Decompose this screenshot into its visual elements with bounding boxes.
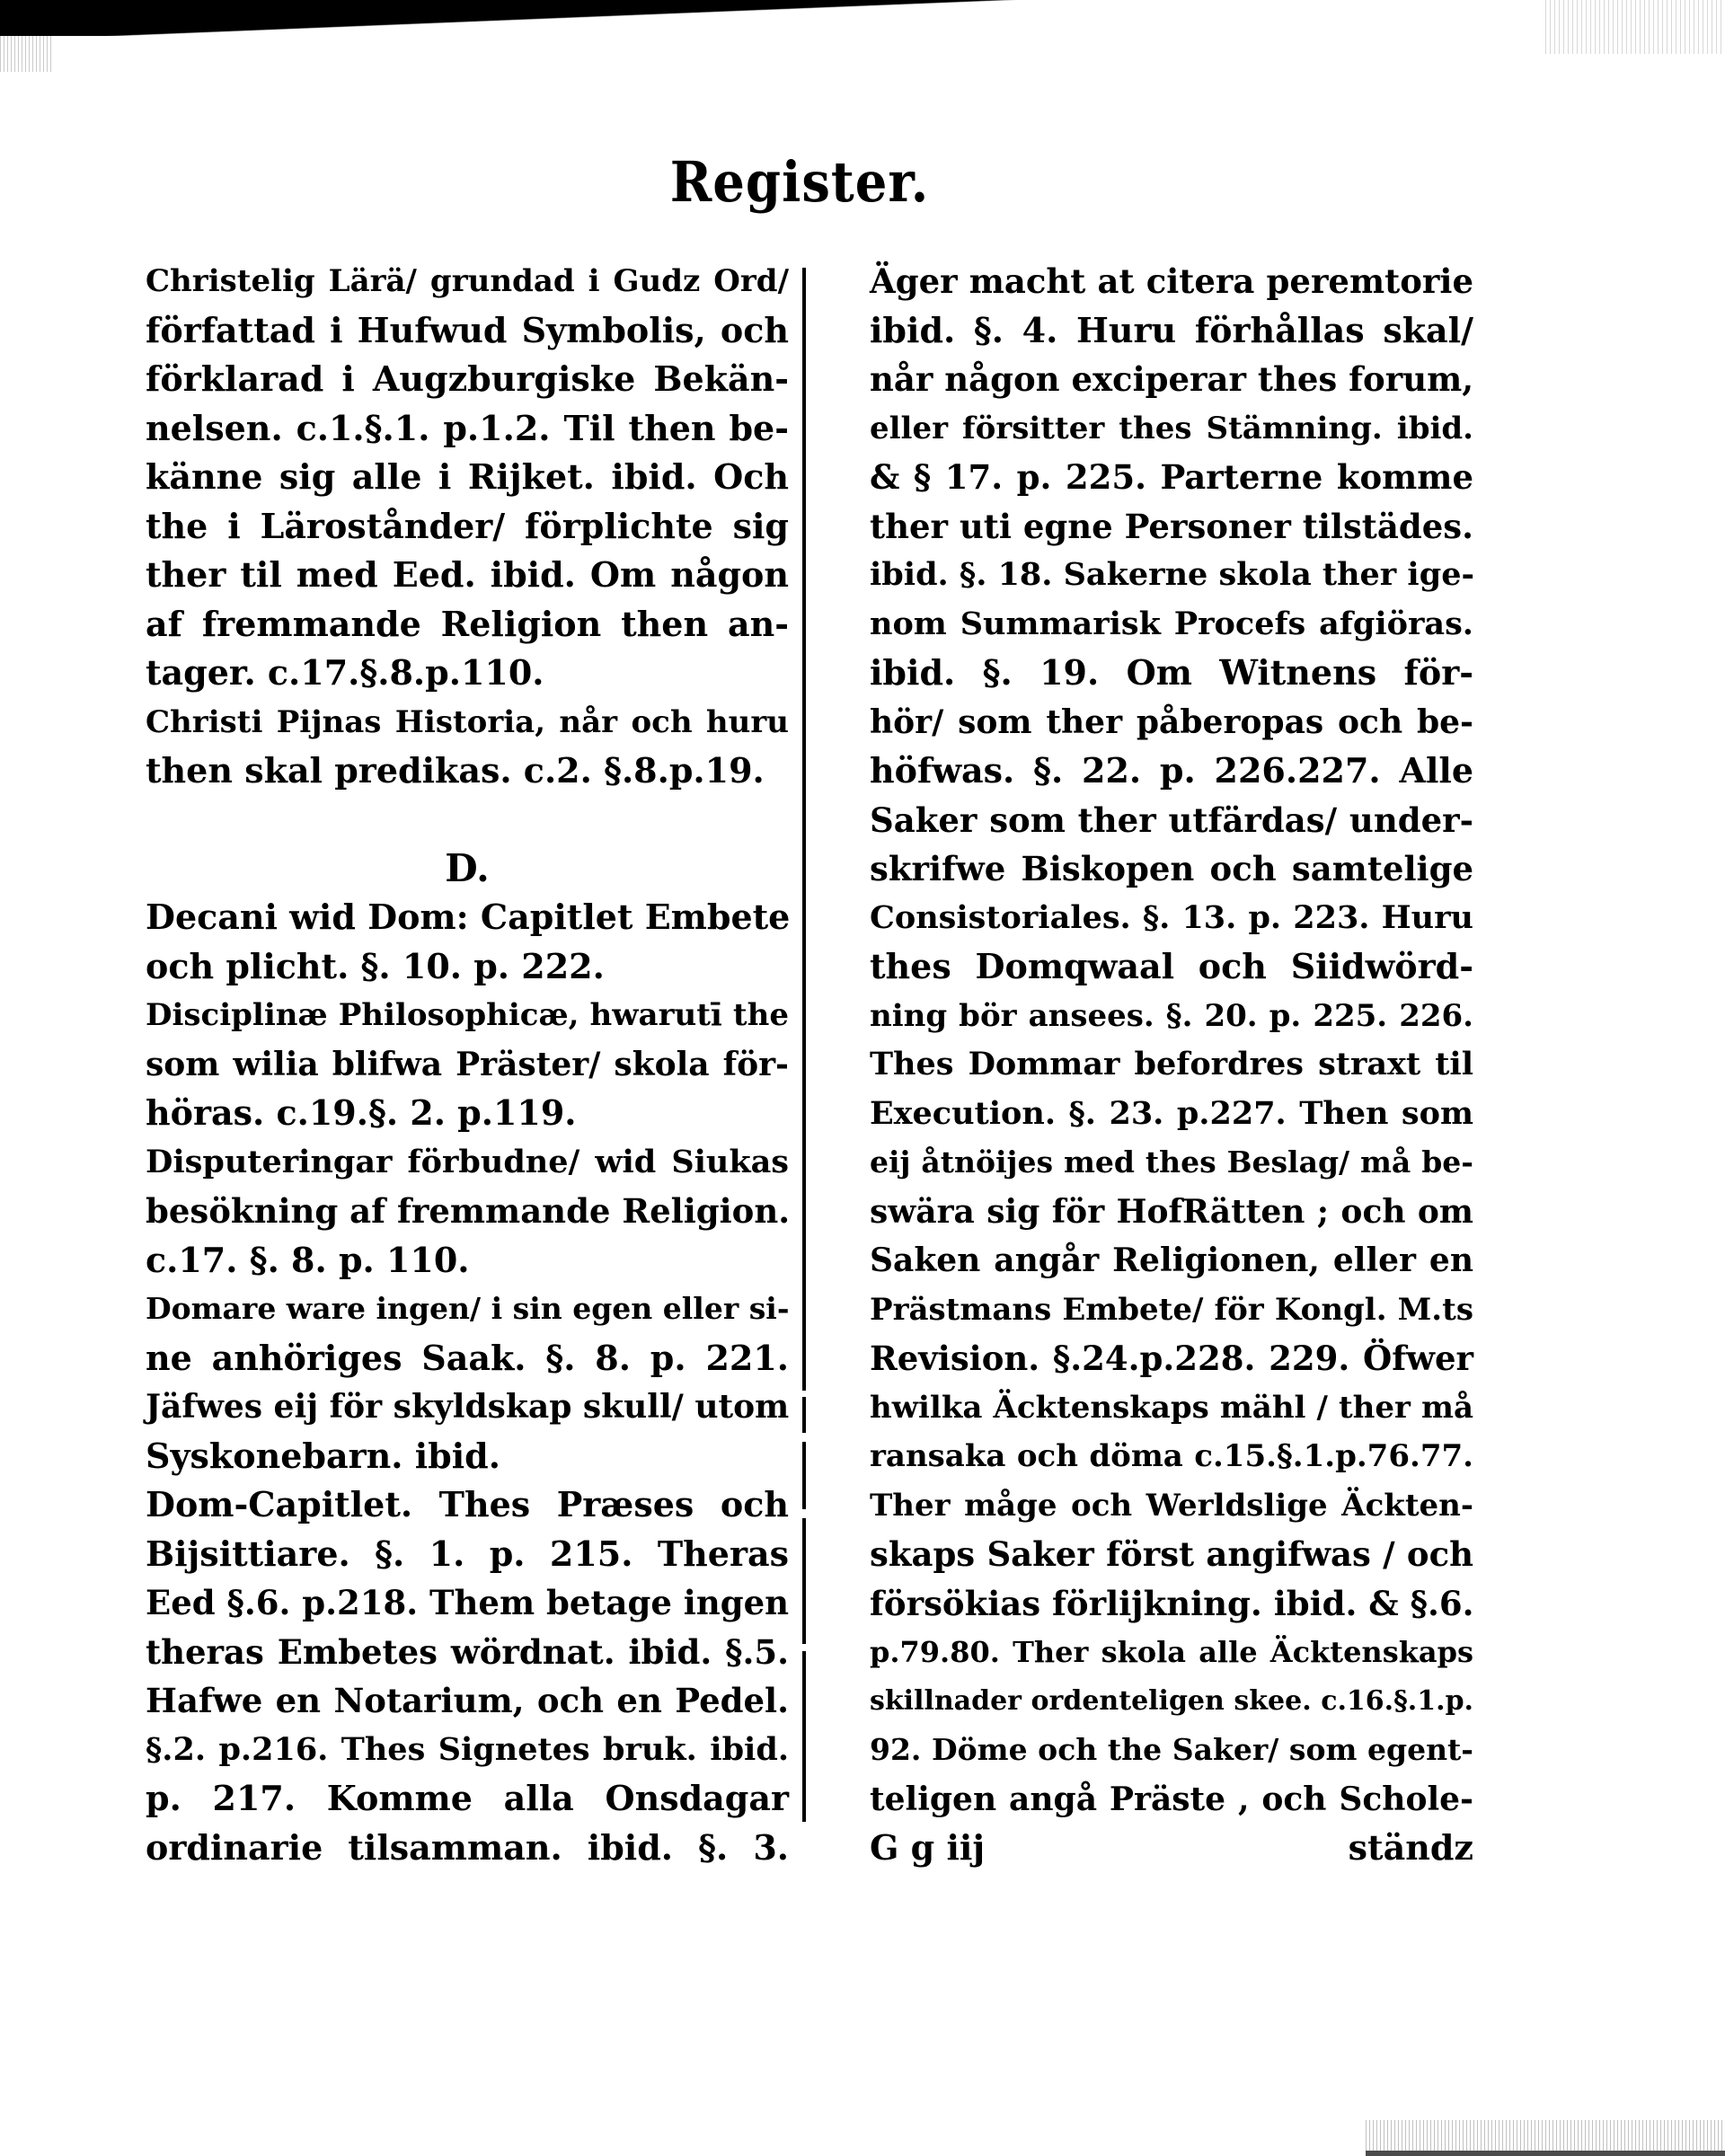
entry-line: hör/ som ther påberopas och be- (870, 702, 1473, 741)
entry-line: hwilka Äcktenskaps mähl / ther må (870, 1389, 1473, 1426)
entry-line: the i Lärostånder/ förplichte sig (146, 505, 789, 546)
entry-line: eij åtnöijes med thes Beslag/ må be- (870, 1144, 1473, 1180)
index-entry (146, 698, 789, 796)
entry-line: höfwas. §. 22. p. 226.227. Alle (870, 750, 1473, 791)
entry-line: §.2. p.216. Thes Signetes bruk. ibid. (146, 1730, 789, 1768)
scan-noise (1545, 0, 1725, 54)
entry-line: skrifwe Biskopen och samtelige (870, 849, 1473, 888)
entry-line: 92. Döme och the Saker/ som egent- (870, 1732, 1473, 1767)
entry-line: ransaka och döma c.15.§.1.p.76.77. (870, 1438, 1473, 1474)
section-letter: D. (445, 845, 490, 890)
entry-line: försökias förlijkning. ibid. & §.6. (870, 1583, 1474, 1623)
entry-line: Eed §.6. p.218. Them betage ingen (146, 1583, 790, 1622)
entry-line: känne sig alle i Rijket. ibid. Och (146, 456, 789, 497)
entry-line: ordinarie tilsamman. ibid. §. 3. (146, 1826, 789, 1868)
column-divider (802, 268, 806, 1391)
catchword: ständz (1348, 1827, 1473, 1868)
entry-line: nom Summarisk Procefs afgiöras. (870, 605, 1473, 642)
entry-line: författad i Hufwud Symbolis, och (146, 309, 789, 350)
entry-line: Domare ware ingen/ i sin egen eller si- (146, 1291, 790, 1326)
entry-line: teligen angå Präste , och Schole- (870, 1780, 1473, 1818)
entry-line: höras. c.19.§. 2. p.119. (146, 1092, 577, 1133)
entry-line: theras Embetes wördnat. ibid. §.5. (146, 1631, 789, 1672)
entry-line: Revision. §.24.p.228. 229. Öfwer (870, 1339, 1473, 1378)
entry-line: ibid. §. 19. Om Witnens för- (870, 652, 1473, 693)
scan-noise (1366, 2120, 1725, 2156)
entry-line: besökning af fremmande Religion. (146, 1191, 791, 1231)
entry-line: Jäfwes eij för skyldskap skull/ utom (146, 1388, 790, 1426)
left-column (146, 257, 789, 1872)
entry-line: ning bör ansees. §. 20. p. 225. 226. (870, 997, 1473, 1034)
entry-line: förklarad i Augzburgiske Bekän- (146, 358, 789, 399)
entry-line: Hafwe en Notarium, och en Pedel. (146, 1681, 789, 1720)
scan-edge-shadow (0, 0, 1725, 36)
index-entry (146, 1285, 789, 1480)
column-divider (802, 1518, 806, 1644)
entry-line: ther til med Eed. ibid. Om någon (146, 554, 789, 595)
entry-line: Saker som ther utfärdas/ under- (870, 800, 1473, 840)
entry-line: swära sig för HofRätten ; och om (870, 1192, 1473, 1231)
entry-line: Execution. §. 23. p.227. Then som (870, 1094, 1473, 1132)
page-footer (870, 1824, 1473, 1873)
signature-mark: G g iij (870, 1827, 986, 1868)
entry-line: & § 17. p. 225. Parterne komme (870, 457, 1473, 497)
entry-line: tager. c.17.§.8.p.110. (146, 652, 544, 693)
entry-line: p. 217. Komme alla Onsdagar (146, 1778, 789, 1818)
entry-line: c.17. §. 8. p. 110. (146, 1239, 470, 1280)
entry-line: Disputeringar förbudne/ wid Siukas (146, 1143, 789, 1180)
entry-line: Consistoriales. §. 13. p. 223. Huru (870, 898, 1473, 936)
entry-line: Disciplinæ Philosophicæ, hwarutī the (146, 997, 789, 1033)
column-divider (802, 1397, 806, 1433)
index-entry (146, 991, 789, 1138)
entry-line: och plicht. §. 10. p. 222. (146, 945, 605, 986)
entry-line: Dom-Capitlet. Thes Præses och (146, 1484, 789, 1524)
entry-line: Ther måge och Werldslige Äckten- (870, 1487, 1473, 1524)
right-column (870, 257, 1473, 1873)
entry-line: når någon exciperar thes forum, (870, 359, 1474, 399)
entry-line: Christi Pijnas Historia, når och huru (146, 703, 789, 740)
entry-line: som wilia blifwa Präster/ skola för- (146, 1045, 789, 1083)
scan-noise (0, 18, 54, 72)
entry-line: Saken angår Religionen, eller en (870, 1241, 1473, 1279)
entry-line: p.79.80. Ther skola alle Äcktenskaps (870, 1635, 1473, 1669)
entry-line: eller försitter thes Stämning. ibid. (870, 410, 1473, 446)
entry-line: thes Domqwaal och Siidwörd- (870, 946, 1473, 986)
entry-line: Decani wid Dom: Capitlet Embete (146, 897, 791, 937)
index-entry (146, 893, 789, 991)
entry-line: Äger macht at citera peremtorie (870, 261, 1473, 301)
entry-line: ne anhöriges Saak. §. 8. p. 221. (146, 1337, 789, 1378)
entry-line: af fremmande Religion then an- (146, 603, 789, 644)
entry-line: ibid. §. 18. Sakerne skola ther ige- (870, 556, 1474, 593)
entry-line: ther uti egne Personer tilstädes. (870, 506, 1473, 546)
column-divider (802, 1442, 806, 1509)
index-entry (146, 1480, 789, 1872)
entry-line: skaps Saker först angifwas / och (870, 1534, 1473, 1574)
entry-line: Syskonebarn. ibid. (146, 1435, 500, 1476)
page-title: Register. (669, 149, 930, 216)
index-entry (146, 257, 789, 698)
entry-line: ibid. §. 4. Huru förhållas skal/ (870, 309, 1473, 350)
entry-line: Christelig Lärä/ grundad i Gudz Ord/ (146, 263, 789, 299)
entry-line: Thes Dommar befordres straxt til (870, 1046, 1473, 1082)
index-entry (146, 1138, 789, 1286)
entry-line: Bijsittiare. §. 1. p. 215. Theras (146, 1533, 789, 1574)
entry-line: then skal predikas. c.2. §.8.p.19. (146, 750, 765, 791)
column-divider (802, 1651, 806, 1822)
entry-line: nelsen. c.1.§.1. p.1.2. Til then be- (146, 407, 789, 448)
entry-line: Prästmans Embete/ för Kongl. M.ts (870, 1291, 1473, 1328)
entry-line: skillnader ordenteligen skee. c.16.§.1.p. (870, 1684, 1473, 1717)
